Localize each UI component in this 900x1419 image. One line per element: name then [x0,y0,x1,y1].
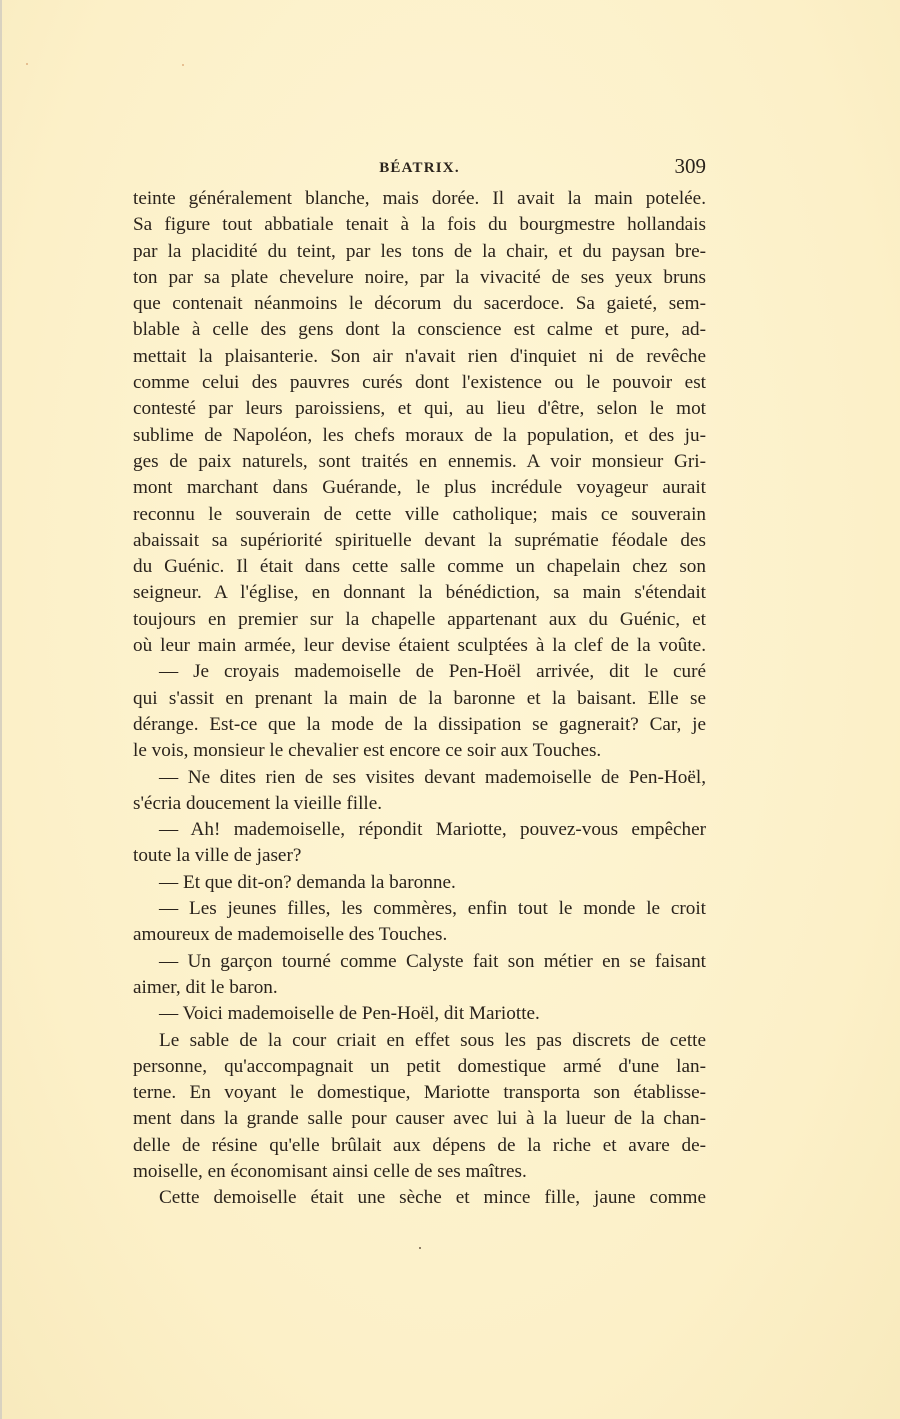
text-line: aimer, dit le baron. [133,976,278,998]
text-line: personne, qu'accompagnait un petit domestique armé d'une lan- [133,1055,706,1077]
text-line: — Les jeunes filles, les commères, enfin tout le monde le croit [159,898,706,920]
text-line: le vois, monsieur le chevalier est encore ce soir aux Touches. [133,740,602,762]
text-line: Sa figure tout abbatiale tenait à la fois du bourgmestre hollandais [133,214,706,236]
text-line: ment dans la grande salle pour causer avec lui à la lueur de la chan- [133,1108,706,1130]
paper-speck [182,64,184,66]
text-line: ges de paix naturels, sont traités en ennemis. A voir monsieur Gri- [133,450,706,472]
text-line: — Un garçon tourné comme Calyste fait son métier en se faisant [159,950,706,972]
text-line: s'écria doucement la vieille fille. [133,792,383,814]
text-line: Cette demoiselle était une sèche et mince fille, jaune comme [159,1187,706,1209]
text-line: — Je croyais mademoiselle de Pen-Hoël arrivée, dit le curé [159,661,706,683]
text-line: où leur main armée, leur devise étaient sculptées à la clef de la voûte. [133,635,706,657]
text-line: ton par sa plate chevelure noire, par la vivacité de ses yeux bruns [133,266,706,288]
text-line: dérange. Est-ce que la mode de la dissipation se gagnerait? Car, je [133,713,706,735]
text-line: Le sable de la cour criait en effet sous les pas discrets de cette [159,1029,706,1051]
text-line: qui s'assit en prenant la main de la baronne et la baisant. Elle se [133,687,706,709]
body-text [133,186,706,1212]
paper-speck [419,1247,421,1249]
text-line: du Guénic. Il était dans cette salle comme un chapelain chez son [133,556,706,578]
text-line: seigneur. A l'église, en donnant la bénédiction, sa main s'étendait [133,582,706,604]
text-line: — Voici mademoiselle de Pen-Hoël, dit Mariotte. [159,1003,540,1025]
text-line: terne. En voyant le domestique, Mariotte transporta son établisse- [133,1082,706,1104]
text-line: comme celui des pauvres curés dont l'existence ou le pouvoir est [133,372,706,394]
text-line: — Et que dit-on? demanda la baronne. [159,871,456,893]
text-line: moiselle, en économisant ainsi celle de ses maîtres. [133,1160,527,1182]
text-line: reconnu le souverain de cette ville catholique; mais ce souverain [133,503,706,525]
text-line: toujours en premier sur la chapelle appartenant aux du Guénic, et [133,608,706,630]
text-line: delle de résine qu'elle brûlait aux dépens de la riche et avare de- [133,1134,706,1156]
text-line: toute la ville de jaser? [133,845,302,867]
text-line: abaissait sa supériorité spirituelle devant la suprématie féodale des [133,529,706,551]
paper-speck [26,63,28,65]
text-line: que contenait néanmoins le décorum du sacerdoce. Sa gaieté, sem- [133,293,706,315]
page-header [133,156,706,184]
text-line: contesté par leurs paroissiens, et qui, au lieu d'être, selon le mot [133,398,706,420]
text-line: par la placidité du teint, par les tons de la chair, et du paysan bre- [133,240,706,262]
text-line: — Ah! mademoiselle, répondit Mariotte, pouvez-vous empêcher [159,819,706,841]
text-line: sublime de Napoléon, les chefs moraux de la population, et des ju- [133,424,706,446]
page-number: 309 [674,154,706,178]
text-line: mettait la plaisanterie. Son air n'avait rien d'inquiet ni de revêche [133,345,706,367]
text-line: blable à celle des gens dont la conscience est calme et pure, ad- [133,319,706,341]
text-line: amoureux de mademoiselle des Touches. [133,924,448,946]
text-line: — Ne dites rien de ses visites devant mademoiselle de Pen-Hoël, [159,766,706,788]
text-line: mont marchant dans Guérande, le plus incrédule voyageur aurait [133,477,706,499]
page-edge [0,0,2,1419]
text-line: teinte généralement blanche, mais dorée. Il avait la main potelée. [133,188,706,209]
running-title: BÉATRIX. [379,160,460,176]
